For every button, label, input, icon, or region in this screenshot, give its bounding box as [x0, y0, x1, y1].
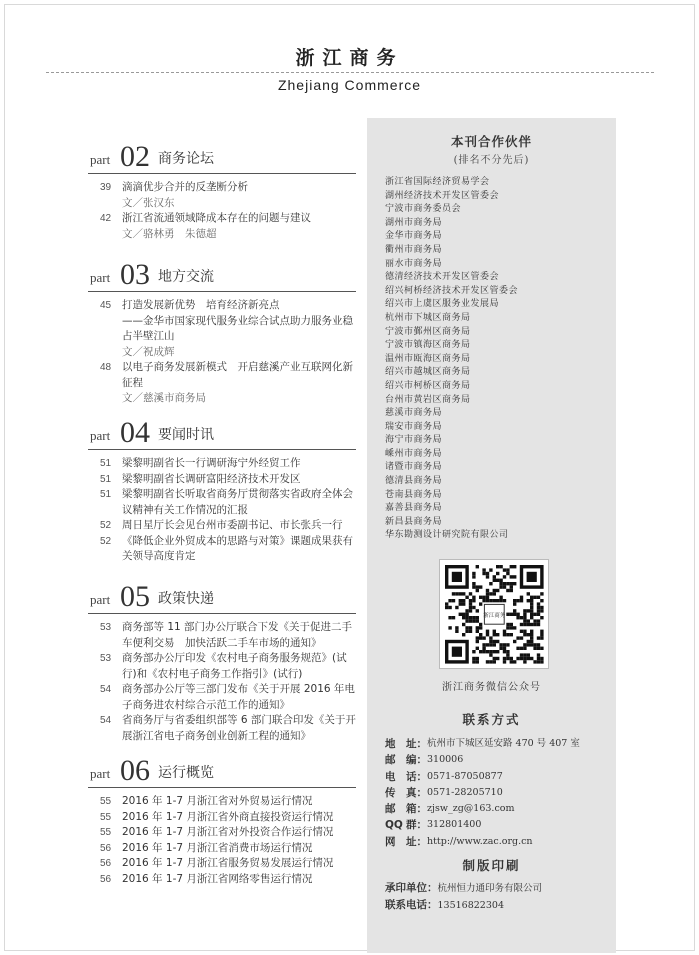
toc-entry[interactable] [88, 180, 356, 211]
entry-page-number: 42 [100, 213, 112, 224]
section-part-label: part [90, 592, 111, 607]
toc-section-06 [88, 754, 356, 887]
entry-title: 2016 年 1-7 月浙江省网络零售运行情况 [122, 872, 313, 885]
entry-page-number: 56 [100, 858, 112, 869]
toc-entry[interactable] [88, 682, 356, 713]
section-header [88, 258, 356, 291]
entry-title: 浙江省流通领域降成本存在的问题与建议 [122, 212, 311, 224]
entry-title: 梁黎明副省长调研富阳经济技术开发区 [122, 472, 301, 485]
toc-entry[interactable] [88, 620, 356, 651]
partner-item: 瑞安市商务局 [385, 421, 443, 432]
toc-entry[interactable] [88, 298, 356, 360]
contact-label: 网 址： [385, 835, 427, 848]
entry-page-number: 54 [100, 684, 112, 695]
section-entries [88, 620, 356, 744]
section-number: 04 [120, 416, 150, 449]
entry-title: 商务部办公厅等三部门发布《关于开展 2016 年电子商务进农村综合示范工作的通知》 [122, 683, 355, 711]
partner-item: 湖州市商务局 [385, 217, 443, 228]
contact-row [385, 752, 613, 768]
contact-value: zjsw_zg@163.com [427, 803, 515, 815]
entry-subtitle: ——金华市国家现代服务业综合试点助力服务业稳占半壁江山 [122, 314, 353, 342]
entry-title: 2016 年 1-7 月浙江省服务贸易发展运行情况 [122, 857, 334, 869]
contact-label: 邮 箱： [385, 803, 427, 816]
magazine-title-cn: 浙江商务 [295, 47, 404, 69]
partner-item: 绍兴柯桥经济技术开发区管委会 [385, 285, 519, 296]
toc-section-02 [88, 140, 356, 242]
contact-row [385, 801, 613, 817]
section-header [88, 140, 356, 173]
section-rule [88, 173, 356, 174]
printing-value: 13516822304 [437, 900, 504, 911]
section-entries [88, 794, 356, 887]
entry-author: 文／骆林勇 朱德超 [122, 227, 217, 240]
entry-title: 商务部等 11 部门办公厅联合下发《关于促进二手车便利交易 加快活跃二手车市场的通知》 [122, 621, 353, 649]
entry-page-number: 51 [100, 489, 112, 500]
section-rule [88, 613, 356, 614]
contact-value: 0571-28205710 [427, 786, 503, 798]
contact-row [385, 769, 613, 785]
entry-title: 以电子商务发展新模式 开启慈溪产业互联网化新征程 [122, 361, 353, 389]
section-header [88, 416, 356, 449]
section-part-label: part [90, 766, 111, 781]
section-entries [88, 180, 356, 242]
section-number: 05 [120, 580, 150, 613]
entry-page-number: 39 [100, 182, 112, 193]
section-part-label: part [90, 270, 111, 285]
partner-item: 宁波市镇海区商务局 [385, 340, 471, 351]
section-title: 政策快递 [158, 591, 214, 607]
contact-value: http://www.zac.org.cn [427, 835, 533, 847]
partner-item: 海宁市商务局 [385, 435, 443, 446]
contact-title: 联系方式 [462, 712, 521, 727]
contact-row [385, 817, 613, 833]
entry-page-number: 55 [100, 796, 112, 807]
section-title: 运行概览 [158, 765, 214, 781]
toc-entry[interactable] [88, 810, 356, 826]
contact-label: 传 真： [385, 786, 427, 799]
toc-entry[interactable] [88, 841, 356, 857]
entry-page-number: 48 [100, 362, 112, 373]
entry-title: 2016 年 1-7 月浙江省外商直接投资运行情况 [122, 810, 334, 823]
toc-entry[interactable] [88, 856, 356, 872]
section-header [88, 580, 356, 613]
entry-page-number: 54 [100, 715, 112, 726]
partner-item: 杭州市下城区商务局 [385, 312, 471, 323]
entry-page-number: 51 [100, 473, 112, 485]
printing-row [385, 880, 613, 897]
section-part-label: part [90, 428, 111, 443]
entry-title: 打造发展新优势 培育经济新亮点 [122, 299, 280, 311]
entry-page-number: 53 [100, 653, 112, 664]
toc-entry[interactable] [88, 794, 356, 810]
entry-page-number: 51 [100, 458, 112, 469]
entry-title: 《降低企业外贸成本的思路与对策》课题成果获有关领导高度肯定 [122, 534, 353, 562]
entry-title: 滴滴优步合并的反垄断分析 [122, 181, 248, 193]
toc-entry[interactable] [88, 872, 356, 888]
entry-title: 2016 年 1-7 月浙江省对外贸易运行情况 [122, 795, 313, 807]
section-title: 商务论坛 [158, 151, 214, 167]
entry-page-number: 45 [100, 300, 112, 311]
toc-entry[interactable] [88, 825, 356, 841]
masthead [0, 44, 699, 93]
printing-row [385, 897, 613, 914]
partner-item: 衢州市商务局 [385, 244, 443, 255]
contact-row [385, 785, 613, 801]
section-number: 06 [120, 754, 150, 787]
partner-item: 嘉善县商务局 [385, 503, 443, 514]
contact-label: 地 址： [385, 738, 427, 750]
printing-value: 杭州恒力通印务有限公司 [437, 883, 543, 894]
toc-entry[interactable] [88, 487, 356, 518]
partner-item: 宁波市商务委员会 [385, 204, 462, 215]
entry-page-number: 56 [100, 842, 112, 854]
entry-title: 2016 年 1-7 月浙江省对外投资合作运行情况 [122, 826, 334, 838]
section-part-label: part [90, 152, 111, 167]
entry-page-number: 53 [100, 622, 112, 633]
entry-title: 2016 年 1-7 月浙江省消费市场运行情况 [122, 841, 313, 854]
toc-entry[interactable] [88, 713, 356, 744]
toc-section-03 [88, 258, 356, 407]
magazine-title-en: Zhejiang Commerce [277, 77, 422, 93]
toc-section-05 [88, 580, 356, 744]
contact-label: 邮 编： [385, 754, 427, 767]
partner-item: 德清县商务局 [385, 476, 443, 487]
section-rule [88, 787, 356, 788]
partner-item: 湖州经济技术开发区管委会 [385, 190, 500, 201]
contact-label: 电 话： [385, 770, 427, 783]
partners-title: 本刊合作伙伴 [450, 134, 532, 149]
contact-value: 杭州市下城区延安路 470 号 407 室 [427, 738, 580, 749]
partner-item: 嵊州市商务局 [385, 448, 443, 459]
partner-item: 金华市商务局 [385, 231, 443, 242]
entry-title: 周日星厅长会见台州市委副书记、市长张兵一行 [122, 519, 343, 531]
toc-entry[interactable] [88, 360, 356, 407]
section-rule [88, 291, 356, 292]
entry-page-number: 52 [100, 535, 112, 547]
partner-item: 德清经济技术开发区管委会 [385, 272, 500, 283]
printing-label: 联系电话： [385, 899, 438, 911]
entry-author: 文／慈溪市商务局 [122, 392, 206, 404]
entry-title: 商务部办公厅印发《农村电子商务服务规范》(试行)和《农村电子商务工作指引》(试行) [122, 652, 347, 680]
partner-item: 华东勘测设计研究院有限公司 [385, 530, 509, 541]
partners-note: (排名不分先后) [453, 155, 530, 166]
contact-row [385, 834, 613, 850]
entry-title: 梁黎明副省长听取省商务厅贯彻落实省政府全体会议精神有关工作情况的汇报 [122, 488, 353, 516]
toc-entry[interactable] [88, 211, 356, 242]
section-entries [88, 298, 356, 407]
entry-title: 省商务厅与省委组织部等 6 部门联合印发《关于开展浙江省电子商务创业创新工程的通知》 [122, 714, 356, 742]
toc-section-04 [88, 416, 356, 565]
partner-item: 绍兴市越城区商务局 [385, 367, 471, 378]
partner-item: 台州市黄岩区商务局 [385, 394, 471, 405]
contact-list [385, 736, 613, 850]
section-number: 02 [120, 140, 150, 173]
section-title: 地方交流 [158, 269, 214, 285]
partner-item: 苍南县商务局 [385, 489, 443, 500]
partner-item: 丽水市商务局 [385, 258, 443, 269]
title-divider [46, 72, 654, 73]
entry-title: 梁黎明副省长一行调研海宁外经贸工作 [122, 457, 301, 469]
entry-page-number: 55 [100, 827, 112, 838]
toc-entry[interactable] [88, 472, 356, 488]
section-number: 03 [120, 258, 150, 291]
toc-entry[interactable] [88, 534, 356, 565]
printing-label: 承印单位： [385, 882, 438, 894]
contact-value: 312801400 [427, 819, 482, 831]
toc-entry[interactable] [88, 518, 356, 534]
section-entries [88, 456, 356, 565]
info-panel [367, 118, 616, 953]
entry-author: 文／张汉东 [122, 196, 175, 209]
partner-item: 诸暨市商务局 [385, 462, 443, 473]
entry-page-number: 55 [100, 811, 112, 823]
partner-item: 绍兴市上虞区服务业发展局 [385, 299, 500, 310]
partner-item: 浙江省国际经济贸易学会 [385, 177, 490, 187]
partner-item: 慈溪市商务局 [385, 408, 443, 419]
entry-page-number: 56 [100, 873, 112, 885]
partner-item: 新昌县商务局 [385, 516, 443, 527]
section-title: 要闻时讯 [158, 427, 214, 443]
contact-value: 0571-87050877 [427, 770, 503, 782]
qr-caption: 浙江商务微信公众号 [442, 682, 541, 693]
contact-row [385, 736, 613, 752]
qr-center-label: 浙江商务 [483, 612, 506, 619]
partner-item: 绍兴市柯桥区商务局 [385, 380, 471, 391]
printing-list [385, 880, 613, 914]
toc-entry[interactable] [88, 651, 356, 682]
entry-page-number: 52 [100, 520, 112, 531]
toc-entry[interactable] [88, 456, 356, 472]
wechat-qr-code [439, 559, 549, 669]
contact-label: QQ 群： [385, 819, 427, 832]
section-rule [88, 449, 356, 450]
partner-item: 宁波市鄞州区商务局 [385, 326, 471, 337]
printing-title: 制版印刷 [462, 858, 521, 873]
entry-author: 文／祝成辉 [122, 345, 175, 358]
partners-list [385, 176, 610, 543]
partner-item: 温州市瓯海区商务局 [385, 353, 471, 364]
section-header [88, 754, 356, 787]
contact-value: 310006 [427, 754, 464, 766]
